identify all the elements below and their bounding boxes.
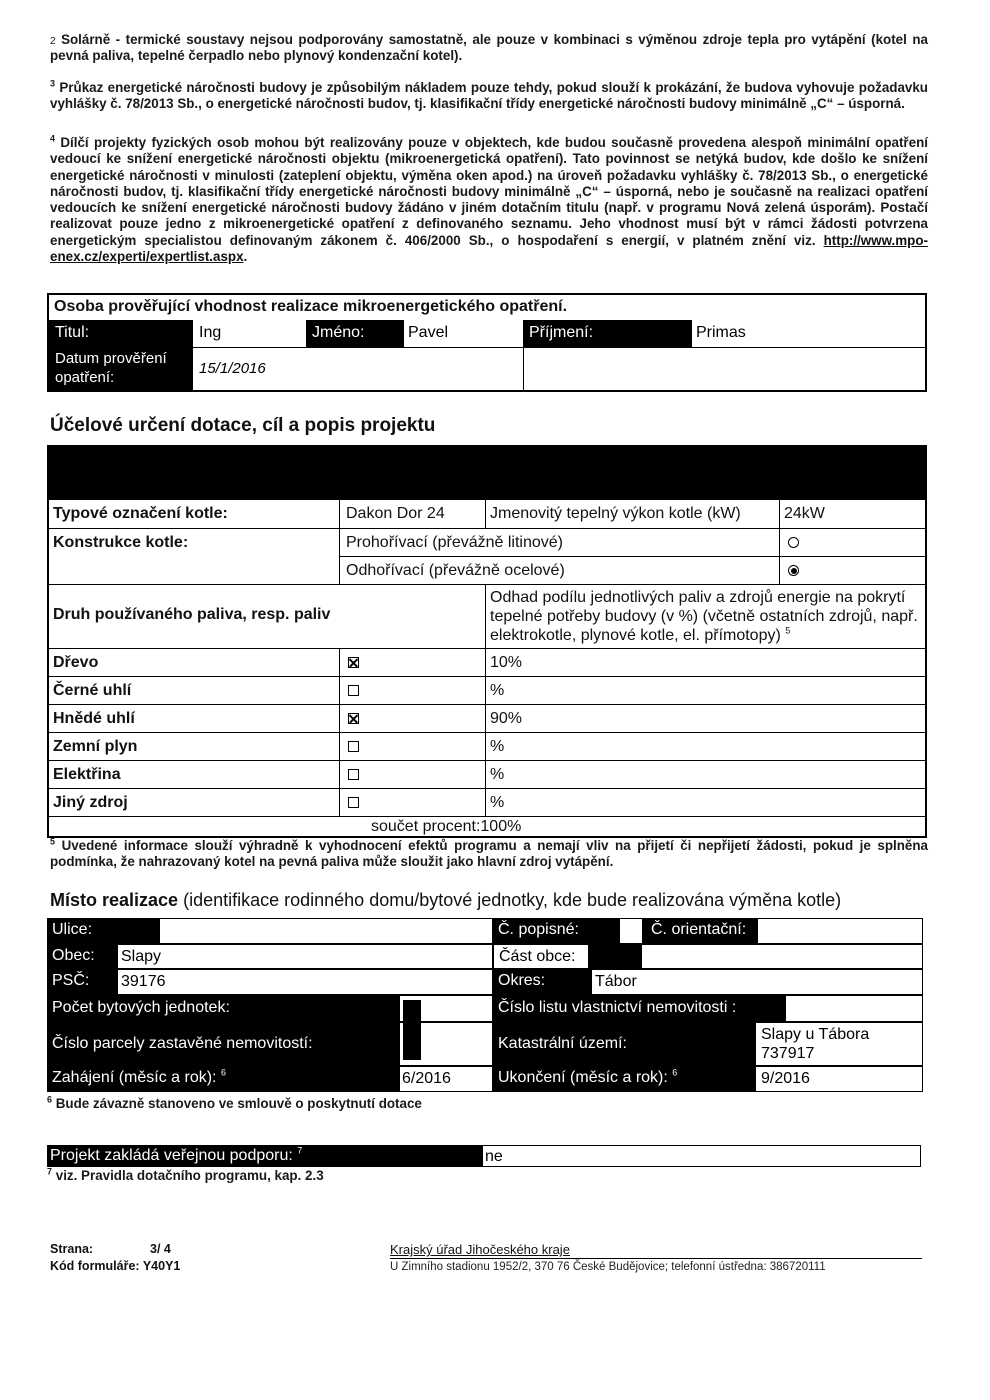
list-value[interactable] <box>785 995 923 1022</box>
fuel-checkbox[interactable] <box>339 732 485 760</box>
palivo-label: Druh používaného paliva, resp. paliv <box>49 584 485 648</box>
datum-value[interactable]: 15/1/2016 <box>192 347 523 390</box>
okres-label: Okres: <box>493 969 591 995</box>
fuel-checkbox[interactable] <box>339 760 485 788</box>
expert-list-link[interactable]: http://www.mpo-enex.cz/experti/expertlist.aspx <box>50 232 928 265</box>
fuel-percent[interactable]: % <box>485 788 925 816</box>
footnote-4: $^4$ Dílčí projekty fyzických osob mohou být realizovány pouze v objektech, kde budou současně provedena alespoň minimální opatření vedoucí ke snížení energetické náročnosti objektu (mikroenergetická opatření). Tato povinnost se netýká budov, kde došlo ke snížení energetické náročnosti v minulosti (zateplení objektu, výměna oken apod.) na úroveň požadavku vyhlášky č. 78/2013 Sb., o energetické náročnosti budov, tj. klasifikační třídy energetické náročnosti budovy minimálně „C“ – úsporná, nebo je současně na realizaci opatření vedoucích ke snížení energetické náročnosti budovy žádáno v jiném dotačním titulu (např. v programu Nová zelená úsporám). Postačí realizovat pouze jedno z mikroenergetické opatření z definovaného seznamu. Jeho vhodnost musí být v rámci žádosti potvrzena energetickým specialistou definovaným zákonem č. 406/2000 Sb., o hospodaření s energií, v platném znění viz. http://www.mpo-enex.cz/experti/expertlist.aspx. <box>50 133 928 265</box>
checkbox-icon <box>348 797 359 808</box>
titul-value[interactable]: Ing <box>192 320 306 347</box>
fuel-name: Černé uhlí <box>49 676 339 704</box>
odhorivaci-label: Odhořívací (převážně ocelové) <box>339 556 779 584</box>
radio-selected-icon <box>788 565 799 576</box>
psc-value[interactable]: 39176 <box>117 969 493 995</box>
prijmeni-label: Příjmení: <box>523 320 691 347</box>
prijmeni-value[interactable]: Primas <box>691 320 925 347</box>
fuel-checkbox[interactable] <box>339 788 485 816</box>
checkbox-icon <box>348 741 359 752</box>
radio-icon <box>788 537 799 548</box>
cast-obce-value[interactable] <box>641 944 923 969</box>
support-value[interactable]: ne <box>483 1145 921 1167</box>
support-row <box>47 1145 921 1167</box>
jmeno-value[interactable]: Pavel <box>403 320 523 347</box>
katastr-value[interactable]: Slapy u Tábora 737917 <box>755 1022 923 1066</box>
typove-label: Typové označení kotle: <box>53 505 228 522</box>
fuel-name: Jiný zdroj <box>49 788 339 816</box>
footer-address: U Zimního stadionu 1952/2, 370 76 České Budějovice; telefonní ústředna: 386720111 <box>390 1258 922 1276</box>
verifier-signature-field[interactable] <box>523 347 925 390</box>
zahajeni-value[interactable]: 6/2016 <box>399 1066 493 1092</box>
cast-obce-redacted <box>589 944 641 969</box>
prohorivaci-radio[interactable] <box>779 528 925 556</box>
verifier-box <box>47 293 927 392</box>
fuel-name: Zemní plyn <box>49 732 339 760</box>
footnote-5: $^5$ Uvedené informace slouží výhradně k vyhodnocení efektů programu a nemají vliv na přijetí či nepřijetí žádosti, pokud je splněna podmínka, že nahrazovaný kotel na pevná paliva může sloužit jako hlavní zdroj vytápění. <box>50 836 928 870</box>
footnote-6: $^6$ Bude závazně stanoveno ve smlouvě o poskytnutí dotace <box>47 1094 422 1111</box>
popisne-value[interactable] <box>619 918 643 944</box>
orientacni-label: Č. orientační: <box>643 918 757 944</box>
datum-label: Datum prověření opatření: <box>49 347 192 390</box>
fuel-percent[interactable]: % <box>485 732 925 760</box>
soucet-procent: součet procent:100% <box>49 816 925 836</box>
fuel-name: Dřevo <box>49 648 339 676</box>
ulice-redacted <box>109 918 159 944</box>
fuel-percent[interactable]: % <box>485 676 925 704</box>
obec-value[interactable]: Slapy <box>117 944 493 969</box>
odhorivaci-radio[interactable] <box>779 556 925 584</box>
psc-label: PSČ: <box>47 969 117 995</box>
fuel-checkbox[interactable] <box>339 676 485 704</box>
purpose-description-field[interactable] <box>49 447 925 500</box>
zahajeni-label: Zahájení (měsíc a rok): $^6$ <box>47 1066 399 1092</box>
cast-obce-label: Část obce: <box>493 944 589 969</box>
footnote-3: $^3$ Průkaz energetické náročnosti budovy je způsobilým nákladem pouze tehdy, pokud slouží k prokázání, že budova vyhovuje požadavku vyhlášky č. 78/2013 Sb., o energetické náročnosti budov, tj. klasifikační třídy energetické náročnosti budovy minimálně „C“ – úsporná. <box>50 78 928 112</box>
checkbox-icon <box>348 685 359 696</box>
checkbox-checked-icon <box>348 657 359 668</box>
footnote-7: $^7$ viz. Pravidla dotačního programu, kap. 2.3 <box>47 1166 324 1183</box>
typove-value[interactable]: Dakon Dor 24 <box>339 500 485 528</box>
list-label: Číslo listu vlastnictví nemovitosti : <box>493 995 755 1022</box>
footer-left: Strana: 3/ 4 Kód formuláře: Y40Y1 <box>50 1242 181 1273</box>
location-table <box>47 918 923 1093</box>
popisne-label: Č. popisné: <box>493 918 593 944</box>
konstrukce-label: Konstrukce kotle: <box>49 528 339 584</box>
support-label: Projekt zakládá veřejnou podporu: $^7$ <box>47 1145 483 1167</box>
obec-label: Obec: <box>47 944 117 969</box>
checkbox-checked-icon <box>348 713 359 724</box>
footer-office: Krajský úřad Jihočeského kraje <box>390 1242 570 1257</box>
verifier-header: Osoba prověřující vhodnost realizace mikroenergetického opatření. <box>54 298 568 315</box>
location-heading: Místo realizace (identifikace rodinného domu/bytové jednotky, kde bude realizována výměna kotle) <box>50 890 842 910</box>
fuel-checkbox[interactable] <box>339 648 485 676</box>
list-redacted <box>755 995 785 1022</box>
fuel-name: Hnědé uhlí <box>49 704 339 732</box>
vykon-value[interactable]: 24kW <box>779 500 925 528</box>
fuel-checkbox[interactable] <box>339 704 485 732</box>
titul-label: Titul: <box>49 320 192 347</box>
jmeno-label: Jméno: <box>306 320 403 347</box>
ulice-label: Ulice: <box>47 918 109 944</box>
vykon-label: Jmenovitý tepelný výkon kotle (kW) <box>485 500 779 528</box>
purpose-table <box>47 445 927 838</box>
fuel-percent[interactable]: 10% <box>485 648 925 676</box>
parcela-label: Číslo parcely zastavěné nemovitostí: <box>47 1022 399 1066</box>
pocet-label: Počet bytových jednotek: <box>47 995 399 1022</box>
purpose-heading: Účelové určení dotace, cíl a popis projektu <box>50 415 436 436</box>
parcela-redacted <box>403 1000 421 1060</box>
ulice-value[interactable] <box>159 918 493 944</box>
footnote-2: 2 Solárně - termické soustavy nejsou podporovány samostatně, ale pouze v kombinaci s výměnou zdroje tepla pro vytápění (kotel na pevná paliva, tepelné čerpadlo nebo plynový kondenzační kotel). <box>50 32 928 64</box>
katastr-label: Katastrální území: <box>493 1022 755 1066</box>
odhad-label: Odhad podílu jednotlivých paliv a zdrojů energie na pokrytí tepelné potřeby budovy (v %) (včetně ostatních zdrojů, např. elektrokotle, plynové kotle, el. přímotopy) $^5$ <box>485 584 925 648</box>
okres-value[interactable]: Tábor <box>591 969 923 995</box>
popisne-redacted <box>593 918 619 944</box>
fuel-percent[interactable]: % <box>485 760 925 788</box>
fuel-percent[interactable]: 90% <box>485 704 925 732</box>
ukonceni-value[interactable]: 9/2016 <box>755 1066 923 1092</box>
prohorivaci-label: Prohořívací (převážně litinové) <box>339 528 779 556</box>
orientacni-value[interactable] <box>757 918 923 944</box>
footer-right <box>390 1241 922 1276</box>
checkbox-icon <box>348 769 359 780</box>
fuel-name: Elektřina <box>49 760 339 788</box>
ukonceni-label: Ukončení (měsíc a rok): $^6$ <box>493 1066 755 1092</box>
